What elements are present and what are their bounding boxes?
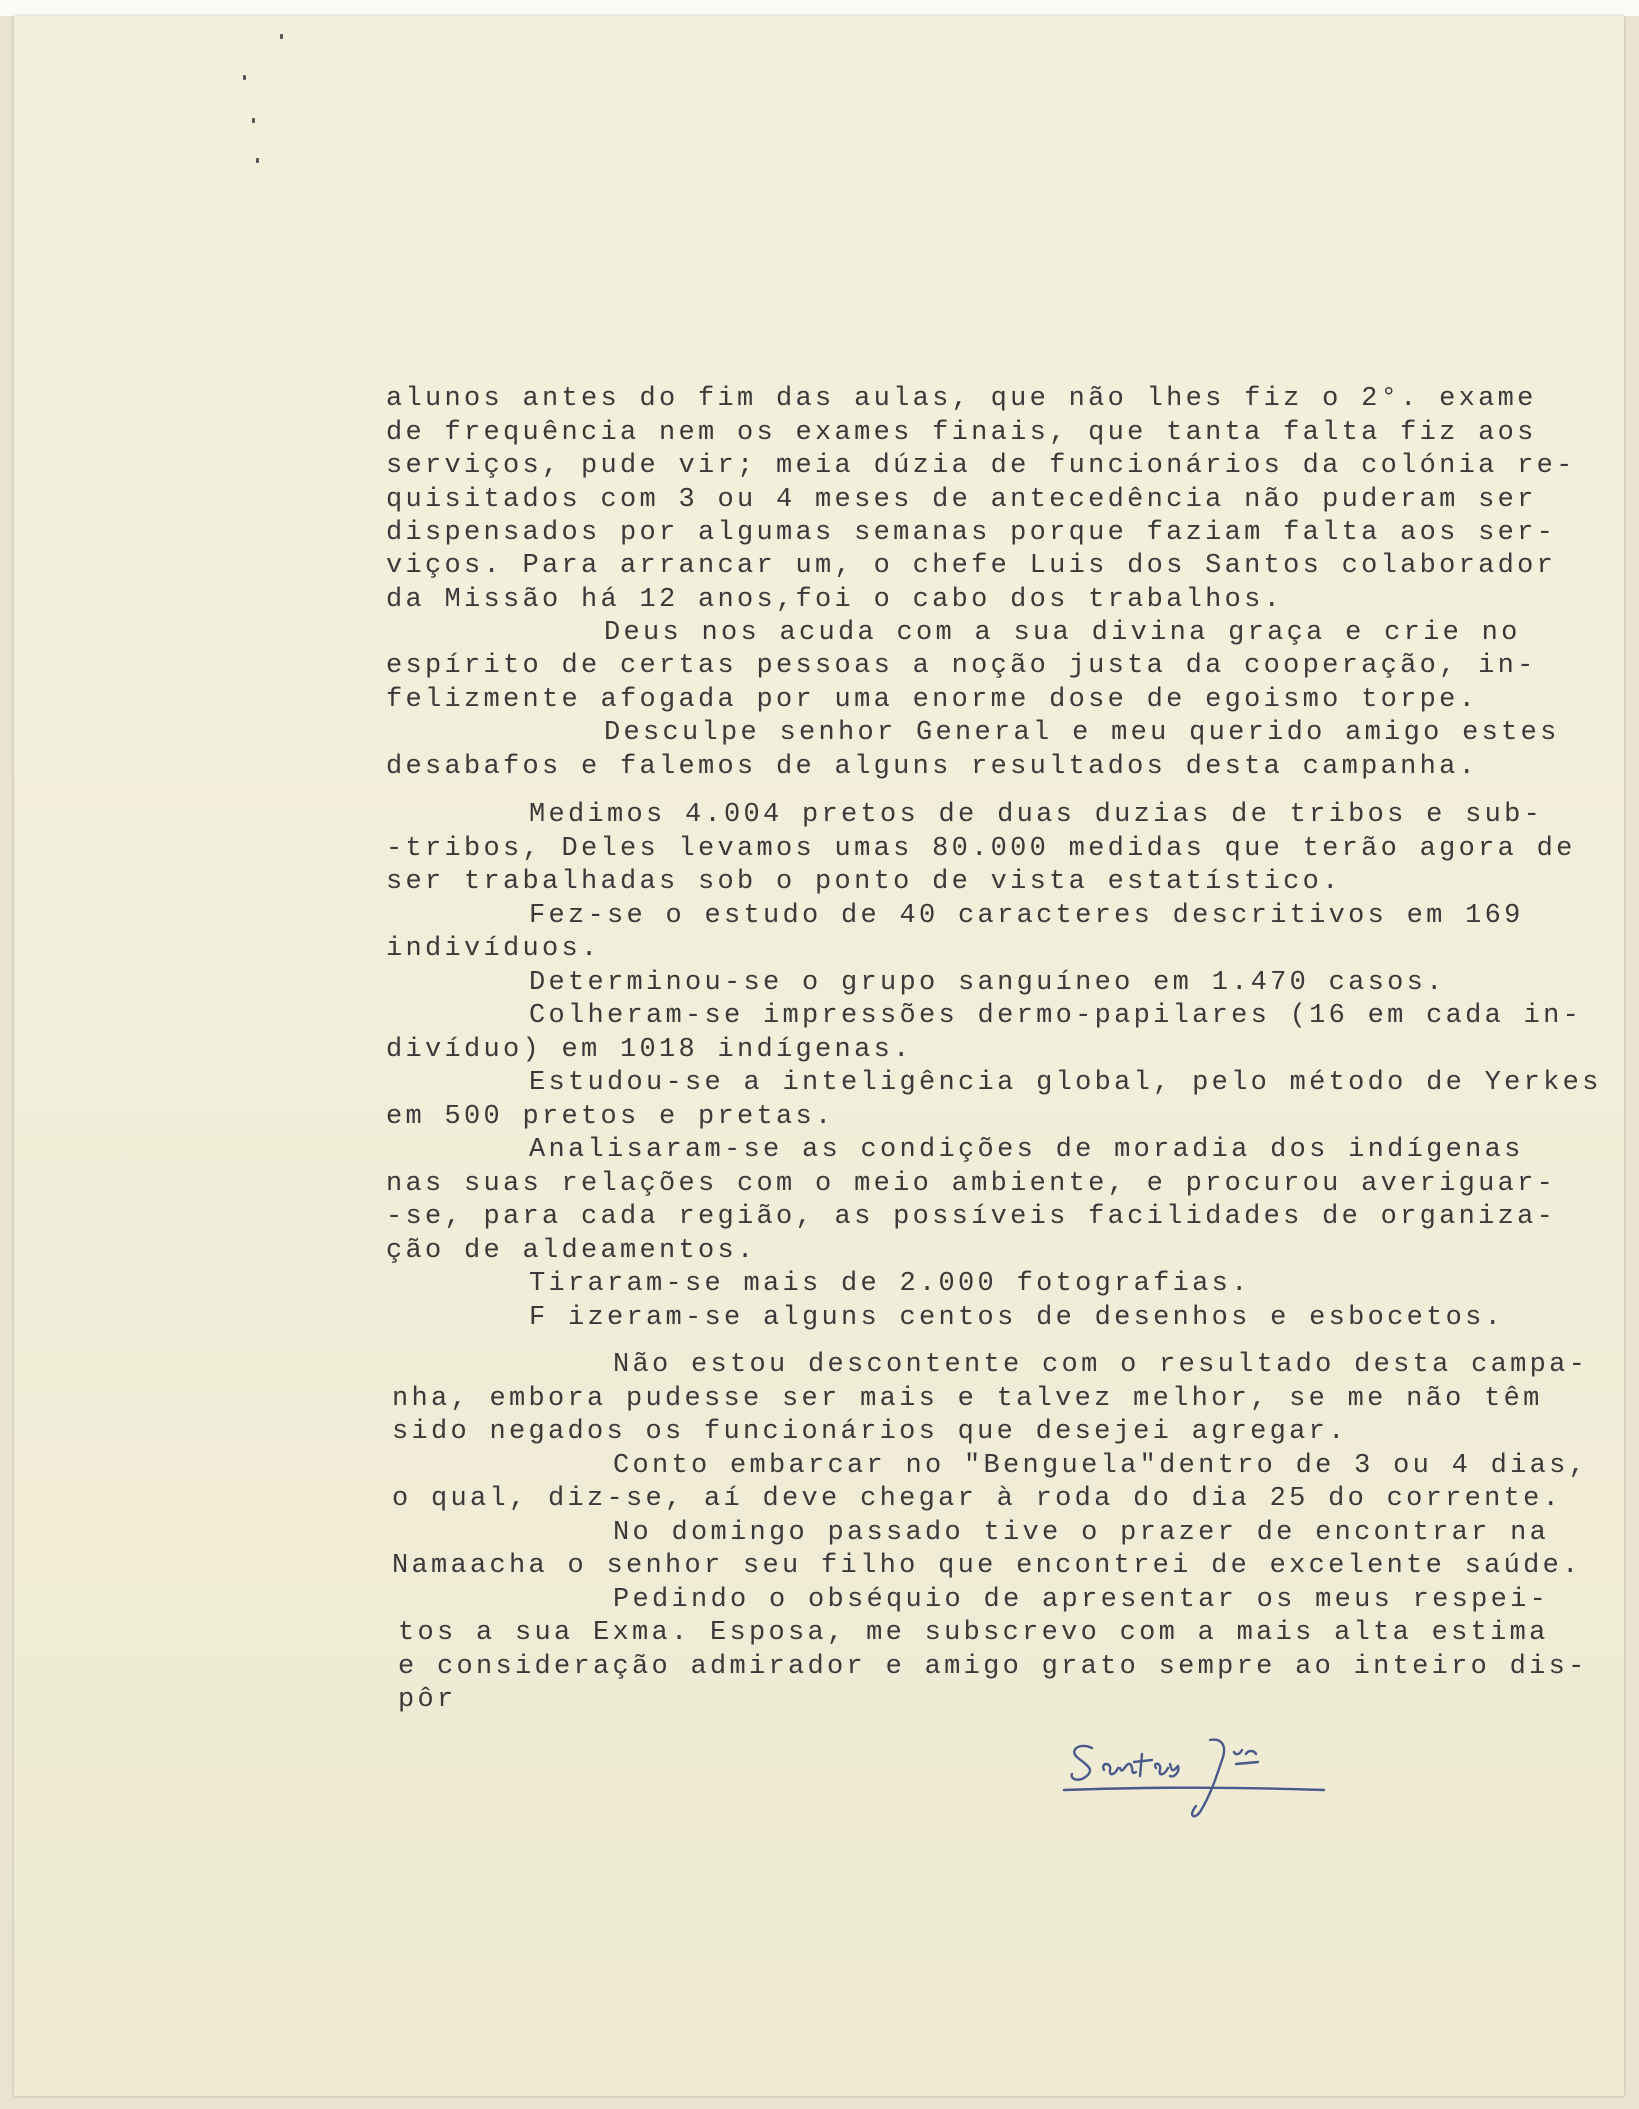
letter-line: Medimos 4.004 pretos de duas duzias de tribos e sub- xyxy=(529,800,1544,830)
letter-line: Namaacha o senhor seu filho que encontrei de excelente saúde. xyxy=(392,1551,1582,1581)
letter-line: Fez-se o estudo de 40 caracteres descritivos em 169 xyxy=(529,901,1524,931)
letter-line: Não estou descontente com o resultado desta campa- xyxy=(613,1350,1589,1380)
letter-line: em 500 pretos e pretas. xyxy=(386,1102,835,1132)
margin-mark xyxy=(252,118,255,123)
letter-line: sido negados os funcionários que desejei agregar. xyxy=(392,1417,1348,1447)
letter-line: Desculpe senhor General e meu querido amigo estes xyxy=(604,718,1560,748)
letter-line: serviços, pude vir; meia dúzia de funcionários da colónia re- xyxy=(386,451,1576,481)
letter-line: F izeram-se alguns centos de desenhos e esbocetos. xyxy=(529,1303,1505,1333)
letter-line: alunos antes do fim das aulas, que não lhes fiz o 2°. exame xyxy=(386,384,1537,414)
letter-line: Determinou-se o grupo sanguíneo em 1.470 casos. xyxy=(529,968,1446,998)
letter-line: indivíduos. xyxy=(386,934,601,964)
letter-line: tos a sua Exma. Esposa, me subscrevo com a mais alta estima xyxy=(398,1618,1549,1648)
letter-line: No domingo passado tive o prazer de encontrar na xyxy=(613,1518,1550,1548)
letter-line: divíduo) em 1018 indígenas. xyxy=(386,1035,913,1065)
letter-line: quisitados com 3 ou 4 meses de antecedência não puderam ser xyxy=(386,485,1537,515)
letter-line: ção de aldeamentos. xyxy=(386,1236,757,1266)
letter-line: Colheram-se impressões dermo-papilares (16 em cada in- xyxy=(529,1001,1583,1031)
letter-line: desabafos e falemos de alguns resultados desta campanha. xyxy=(386,752,1479,782)
signature xyxy=(1060,1720,1360,1830)
letter-line: Analisaram-se as condições de moradia dos indígenas xyxy=(529,1135,1524,1165)
letter-line: espírito de certas pessoas a noção justa da cooperação, in- xyxy=(386,651,1537,681)
margin-mark xyxy=(256,158,259,163)
letter-line: o qual, diz-se, aí deve chegar à roda do dia 25 do corrente. xyxy=(392,1484,1563,1514)
letter-line: felizmente afogada por uma enorme dose de egoismo torpe. xyxy=(386,685,1479,715)
margin-mark xyxy=(280,34,283,39)
letter-line: Conto embarcar no "Benguela"dentro de 3 ou 4 dias, xyxy=(613,1451,1589,1481)
letter-line: nha, embora pudesse ser mais e talvez melhor, se me não têm xyxy=(392,1384,1543,1414)
letter-line: de frequência nem os exames finais, que tanta falta fiz aos xyxy=(386,418,1537,448)
letter-line: viços. Para arrancar um, o chefe Luis dos Santos colaborador xyxy=(386,551,1557,581)
scan-top-edge xyxy=(0,0,1639,16)
margin-mark xyxy=(243,75,246,80)
letter-line: ser trabalhadas sob o ponto de vista estatístico. xyxy=(386,867,1342,897)
letter-line: nas suas relações com o meio ambiente, e procurou averiguar- xyxy=(386,1169,1557,1199)
letter-line: e consideração admirador e amigo grato sempre ao inteiro dis- xyxy=(398,1652,1588,1682)
letter-line: Pedindo o obséquio de apresentar os meus respei- xyxy=(613,1585,1550,1615)
letter-line: Tiraram-se mais de 2.000 fotografias. xyxy=(529,1269,1251,1299)
letter-line: -se, para cada região, as possíveis facilidades de organiza- xyxy=(386,1202,1557,1232)
letter-line: -tribos, Deles levamos umas 80.000 medidas que terão agora de xyxy=(386,834,1576,864)
letter-line: Estudou-se a inteligência global, pelo método de Yerkes xyxy=(529,1068,1602,1098)
letter-line: Deus nos acuda com a sua divina graça e crie no xyxy=(604,618,1521,648)
letter-line: da Missão há 12 anos,foi o cabo dos trabalhos. xyxy=(386,585,1284,615)
letter-line: pôr xyxy=(398,1685,457,1715)
letter-line: dispensados por algumas semanas porque faziam falta aos ser- xyxy=(386,518,1557,548)
